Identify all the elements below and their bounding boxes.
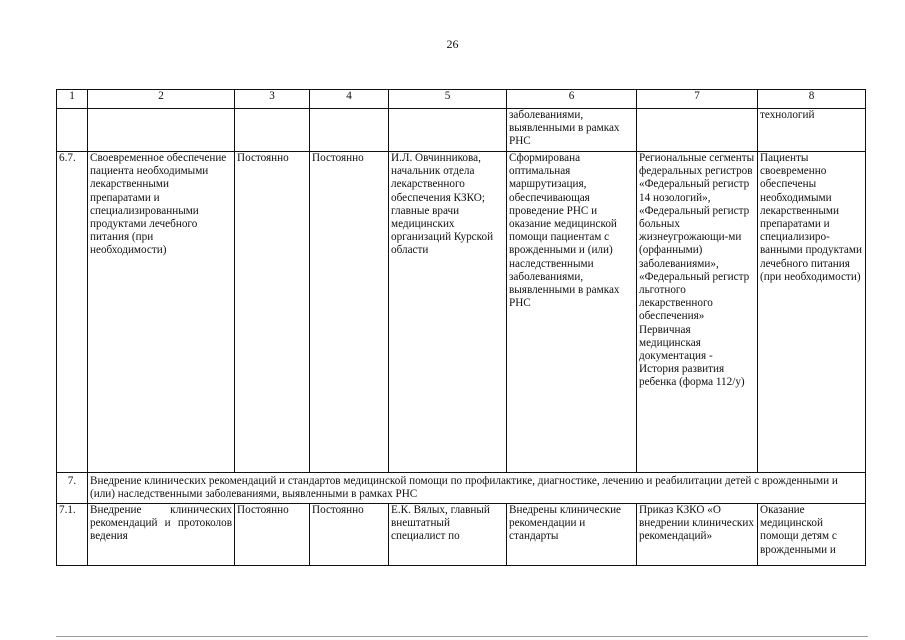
header-col-3: 3 xyxy=(235,90,310,109)
header-col-1: 1 xyxy=(57,90,88,109)
section-title: Внедрение клинических рекомендаций и стандартов медицинской помощи по профилактике, диагностике, лечению и реабилитации детей с врожденными и (или) наследственными заболеваниями, выявленными в рамках РНС xyxy=(88,473,866,504)
end-cell: Постоянно xyxy=(310,504,389,566)
target-cell: Пациенты своевременно обеспечены необходимыми лекарственными препаратами и специализиро-ванными продуктами лечебного питания (при необходимости) xyxy=(758,152,866,473)
cont-cell-5 xyxy=(389,109,507,152)
documents-cell: Приказ КЗКО «О внедрении клинических рекомендаций» xyxy=(637,504,758,566)
cont-cell-3 xyxy=(235,109,310,152)
cont-cell-2 xyxy=(88,109,235,152)
section-number: 7. xyxy=(57,473,88,504)
table-row-6-7 xyxy=(57,152,866,473)
row-number: 7.1. xyxy=(57,504,88,566)
cont-result-cell: заболеваниями, выявленными в рамках РНС xyxy=(507,109,637,152)
cont-cell-4 xyxy=(310,109,389,152)
plan-table xyxy=(56,89,866,566)
start-cell: Постоянно xyxy=(235,504,310,566)
header-col-2: 2 xyxy=(88,90,235,109)
page-number: 26 xyxy=(446,37,459,51)
table-row-7-1 xyxy=(57,504,866,566)
task-cell: Внедрение клинических рекомендаций и протоколов ведения xyxy=(88,504,235,566)
continuation-row xyxy=(57,109,866,152)
result-cell: Внедрены клинические рекомендации и стандарты xyxy=(507,504,637,566)
header-col-8: 8 xyxy=(758,90,866,109)
row-number: 6.7. xyxy=(57,152,88,473)
start-cell: Постоянно xyxy=(235,152,310,473)
cont-target-cell: технологий xyxy=(758,109,866,152)
table-header-row xyxy=(57,90,866,109)
cont-cell-7 xyxy=(637,109,758,152)
end-cell: Постоянно xyxy=(310,152,389,473)
header-col-6: 6 xyxy=(507,90,637,109)
table-row-7 xyxy=(57,473,866,504)
responsible-cell: И.Л. Овчинникова, начальник отдела лекарственного обеспечения КЗКО; главные врачи медицинских организаций Курской области xyxy=(389,152,507,473)
header-col-5: 5 xyxy=(389,90,507,109)
header-col-4: 4 xyxy=(310,90,389,109)
result-cell: Сформирована оптимальная маршрутизация, обеспечивающая проведение РНС и оказание медицинской помощи пациентам с врожденными и (или) наследственными заболеваниями, выявленными в рамках РНС xyxy=(507,152,637,473)
target-cell: Оказание медицинской помощи детям с врожденными и xyxy=(758,504,866,566)
task-cell: Своевременное обеспечение пациента необходимыми лекарственными препаратами и специализированными продуктами лечебного питания (при необходимости) xyxy=(88,152,235,473)
cont-cell-1 xyxy=(57,109,88,152)
page-bottom-edge xyxy=(56,636,868,637)
documents-cell: Региональные сегменты федеральных регистров «Федеральный регистр 14 нозологий», «Федеральный регистр больных жизнеугрожающи-ми (орфанными) заболеваниями», «Федеральный регистр льготного лекарственного обеспечения» Первичная медицинская документация - История развития ребенка (форма 112/у) xyxy=(637,152,758,473)
header-col-7: 7 xyxy=(637,90,758,109)
responsible-cell: Е.К. Вялых, главный внештатный специалист по xyxy=(389,504,507,566)
